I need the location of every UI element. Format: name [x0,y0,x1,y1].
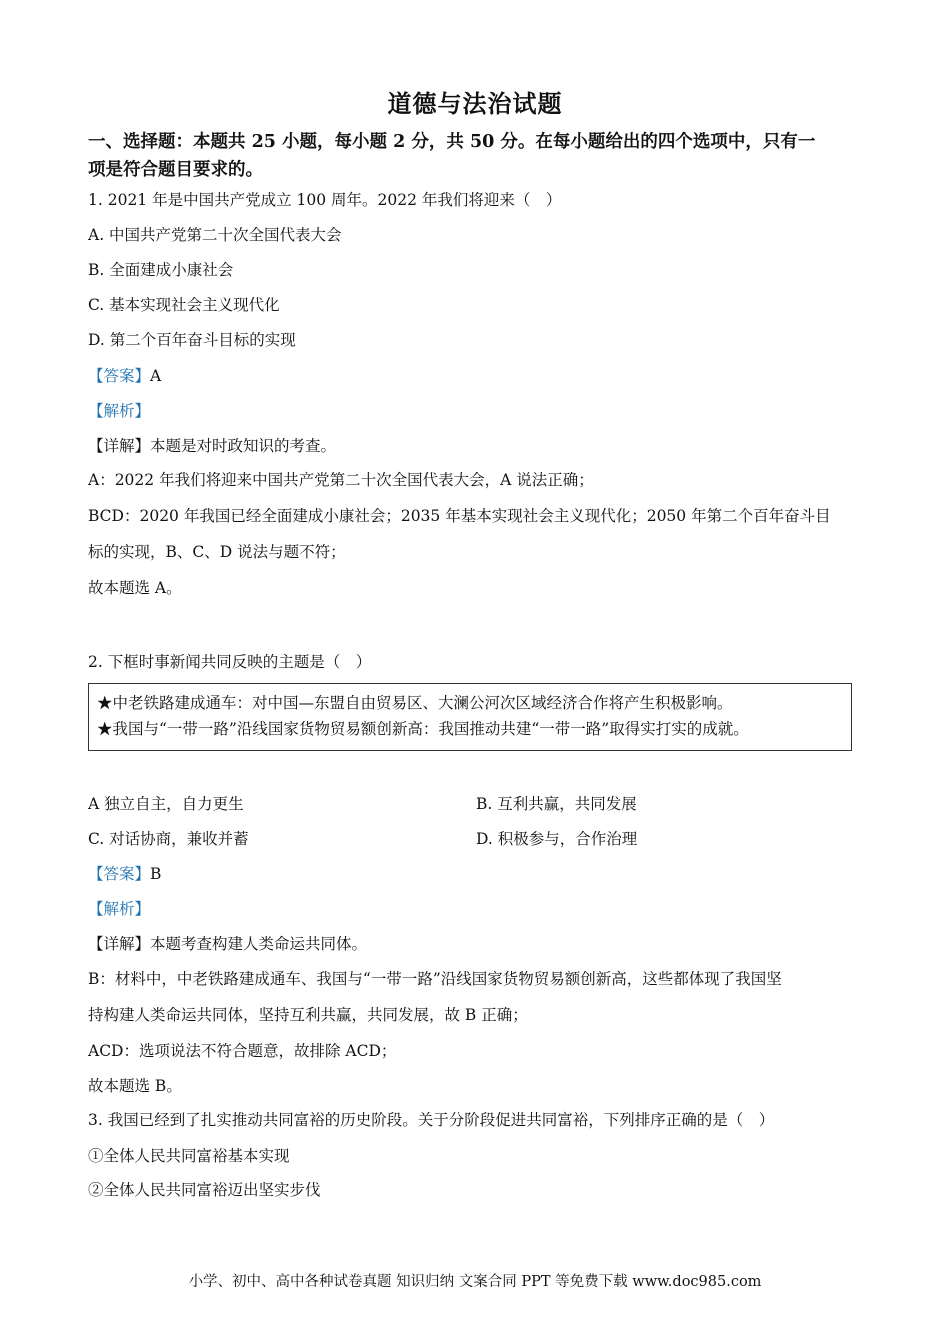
q1-explanation-2a: BCD：2020 年我国已经全面建成小康社会；2035 年基本实现社会主义现代化；2050 年第二个百年奋斗目 [88,507,831,525]
q3-stem: 3. 我国已经到了扎实推动共同富裕的历史阶段。关于分阶段促进共同富裕，下列排序正确的是（ ） [88,1111,775,1129]
section-heading-line1: 一、选择题：本题共 25 小题，每小题 2 分，共 50 分。在每小题给出的四个选项中，只有一 [88,132,816,152]
q2-news-box [88,683,852,751]
section-heading-line2: 项是符合题目要求的。 [88,160,263,180]
q1-detail: 【详解】本题是对时政知识的考查。 [88,437,337,455]
q2-stem: 2. 下框时事新闻共同反映的主题是（ ） [88,653,372,671]
q2-conclusion: 故本题选 B。 [88,1077,182,1095]
q1-option-b: B. 全面建成小康社会 [88,261,234,279]
q2-news-item-2: ★我国与“一带一路”沿线国家货物贸易额创新高：我国推动共建“一带一路”取得实打实的成就。 [97,720,749,738]
q2-detail: 【详解】本题考查构建人类命运共同体。 [88,935,368,953]
q1-analysis-tag: 【解析】 [88,402,151,420]
q1-option-a: A. 中国共产党第二十次全国代表大会 [88,226,342,244]
q2-news-item-1: ★中老铁路建成通车：对中国—东盟自由贸易区、大澜公河次区域经济合作将产生积极影响。 [97,694,733,712]
q2-option-b: B. 互利共赢，共同发展 [476,795,637,813]
q1-answer-tag: 【答案】 [88,367,151,385]
q1-option-c: C. 基本实现社会主义现代化 [88,296,280,314]
q1-answer-value: A [150,367,162,385]
page-footer: 小学、初中、高中各种试卷真题 知识归纳 文案合同 PPT 等免费下载 www.doc985.com [188,1274,762,1290]
q2-answer-tag: 【答案】 [88,865,151,883]
q2-analysis-tag: 【解析】 [88,900,151,918]
section-heading [88,128,858,184]
q2-explanation-1b: 持构建人类命运共同体，坚持互利共赢，共同发展，故 B 正确； [88,1006,528,1024]
q2-option-a: A 独立自主，自力更生 [88,795,244,813]
q2-explanation-2: ACD：选项说法不符合题意，故排除 ACD； [88,1042,397,1060]
doc-title: 道德与法治试题 [387,89,563,118]
q1-conclusion: 故本题选 A。 [88,579,182,597]
q1-option-d: D. 第二个百年奋斗目标的实现 [88,331,296,349]
q2-explanation-1a: B：材料中，中老铁路建成通车、我国与“一带一路”沿线国家货物贸易额创新高，这些都体现了我国坚 [88,970,782,988]
q1-stem: 1. 2021 年是中国共产党成立 100 周年。2022 年我们将迎来（ ） [88,191,562,209]
q2-answer [88,864,161,884]
q1-explanation-2b: 标的实现，B、C、D 说法与题不符； [88,543,346,561]
q2-answer-value: B [150,865,162,883]
q1-answer [88,366,161,386]
q3-item-2: ②全体人民共同富裕迈出坚实步伐 [88,1181,321,1199]
q1-explanation-1: A：2022 年我们将迎来中国共产党第二十次全国代表大会，A 说法正确； [88,471,594,489]
q3-item-1: ①全体人民共同富裕基本实现 [88,1147,290,1165]
q2-option-d: D. 积极参与，合作治理 [476,830,638,848]
q2-option-c: C. 对话协商，兼收并蓄 [88,830,249,848]
